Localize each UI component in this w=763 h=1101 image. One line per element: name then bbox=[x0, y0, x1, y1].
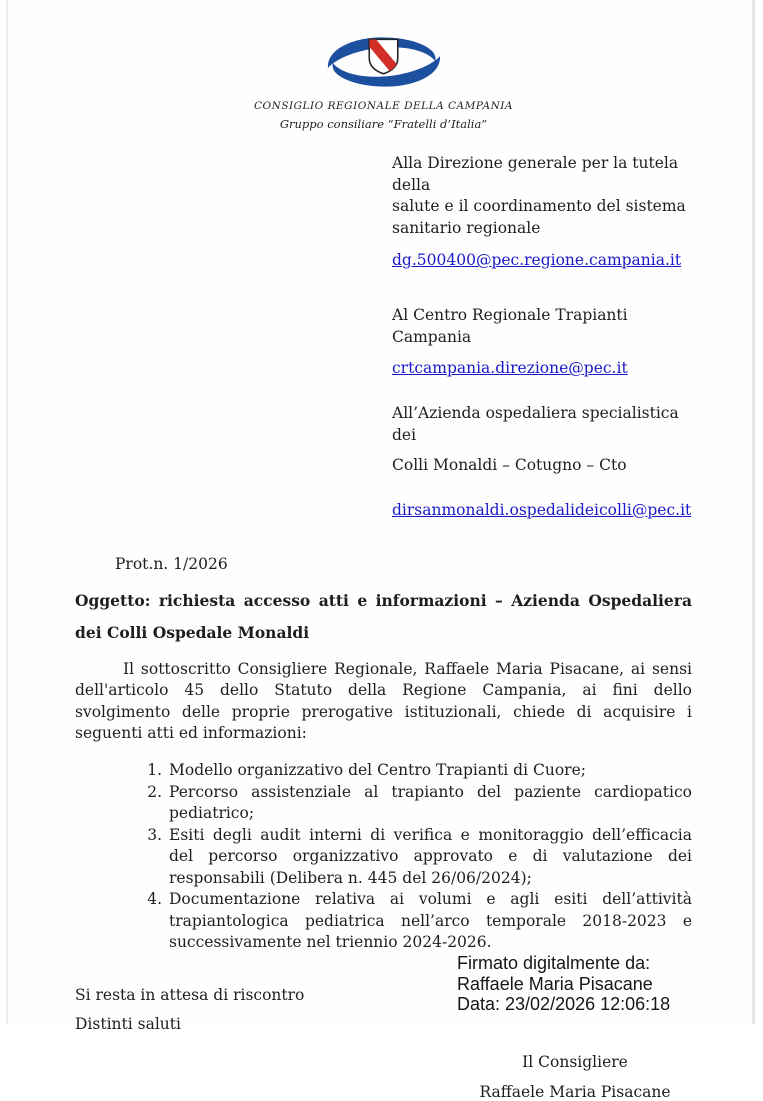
pec-email-link[interactable]: dirsanmonaldi.ospedalideicolli@pec.it bbox=[392, 500, 692, 519]
scan-edge-left bbox=[6, 0, 8, 1024]
signature-role: Il Consigliere bbox=[522, 1052, 628, 1071]
closing-line-saluti: Distinti saluti bbox=[75, 1014, 181, 1033]
digital-signature-line: Data: 23/02/2026 12:06:18 bbox=[457, 994, 671, 1014]
protocol-number: Prot.n. 1/2026 bbox=[115, 554, 228, 573]
scan-edge-right bbox=[752, 0, 755, 1024]
request-item: 3. Esiti degli audit interni di verifica e monitoraggio dell’efficacia del percorso organizzativo approvato e di valutazione dei responsabili (Delibera n. 445 del 26/06/2024); bbox=[167, 825, 692, 890]
digital-signature-line: Raffaele Maria Pisacane bbox=[457, 973, 653, 994]
request-item: 2. Percorso assistenziale al trapianto del paziente cardiopatico pediatrico; bbox=[167, 782, 692, 825]
recipient-azienda-ospedaliera bbox=[392, 403, 692, 519]
org-name: CONSIGLIO REGIONALE DELLA CAMPANIA bbox=[253, 100, 513, 112]
recipient-address-line: sanitario regionale bbox=[392, 218, 541, 237]
digital-signature-line: Firmato digitalmente da: bbox=[457, 953, 651, 973]
subject-line: Oggetto: richiesta accesso atti e informazioni – Azienda Ospedaliera dei Colli Ospedale Monaldi bbox=[75, 590, 692, 642]
request-item: 1. Modello organizzativo del Centro Trapianti di Cuore; bbox=[167, 760, 692, 782]
digital-signature-stamp bbox=[457, 953, 670, 1015]
recipient-address-line: Alla Direzione generale per la tutela della bbox=[392, 154, 679, 194]
group-name: Gruppo consiliare “Fratelli d’Italia” bbox=[279, 117, 488, 131]
body-paragraph: Il sottoscritto Consigliere Regionale, Raffaele Maria Pisacane, ai sensi dell'articolo 45 dello Statuto della Regione Campania, ai fini dello svolgimento delle proprie prerogative istituzionali, chiede di acquisire i seguenti atti ed informazioni: bbox=[75, 659, 692, 742]
recipient-address-line: Al Centro Regionale Trapianti Campania bbox=[392, 306, 628, 346]
recipients-block bbox=[392, 153, 692, 519]
recipient-address-line: All’Azienda ospedaliera specialistica dei bbox=[392, 404, 679, 444]
pec-email-link[interactable]: crtcampania.direzione@pec.it bbox=[392, 359, 628, 377]
recipient-centro-trapianti bbox=[392, 305, 692, 377]
pec-email-link[interactable]: dg.500400@pec.regione.campania.it bbox=[392, 251, 682, 269]
campania-council-logo-icon bbox=[325, 34, 443, 90]
recipient-direzione-generale bbox=[392, 153, 692, 269]
signature-block bbox=[460, 1053, 690, 1101]
signature-name: Raffaele Maria Pisacane bbox=[479, 1082, 671, 1101]
recipient-address-line: salute e il coordinamento del sistema bbox=[392, 197, 686, 215]
closing-line-riscontro: Si resta in attesa di riscontro bbox=[75, 985, 305, 1004]
recipient-address-line: Colli Monaldi – Cotugno – Cto bbox=[392, 456, 627, 474]
request-list bbox=[139, 760, 692, 954]
request-item: 4. Documentazione relativa ai volumi e agli esiti dell’attività trapiantologica pediatrica nell’arco temporale 2018-2023 e successivamente nel triennio 2024-2026. bbox=[167, 889, 692, 954]
logo-container bbox=[75, 34, 692, 94]
